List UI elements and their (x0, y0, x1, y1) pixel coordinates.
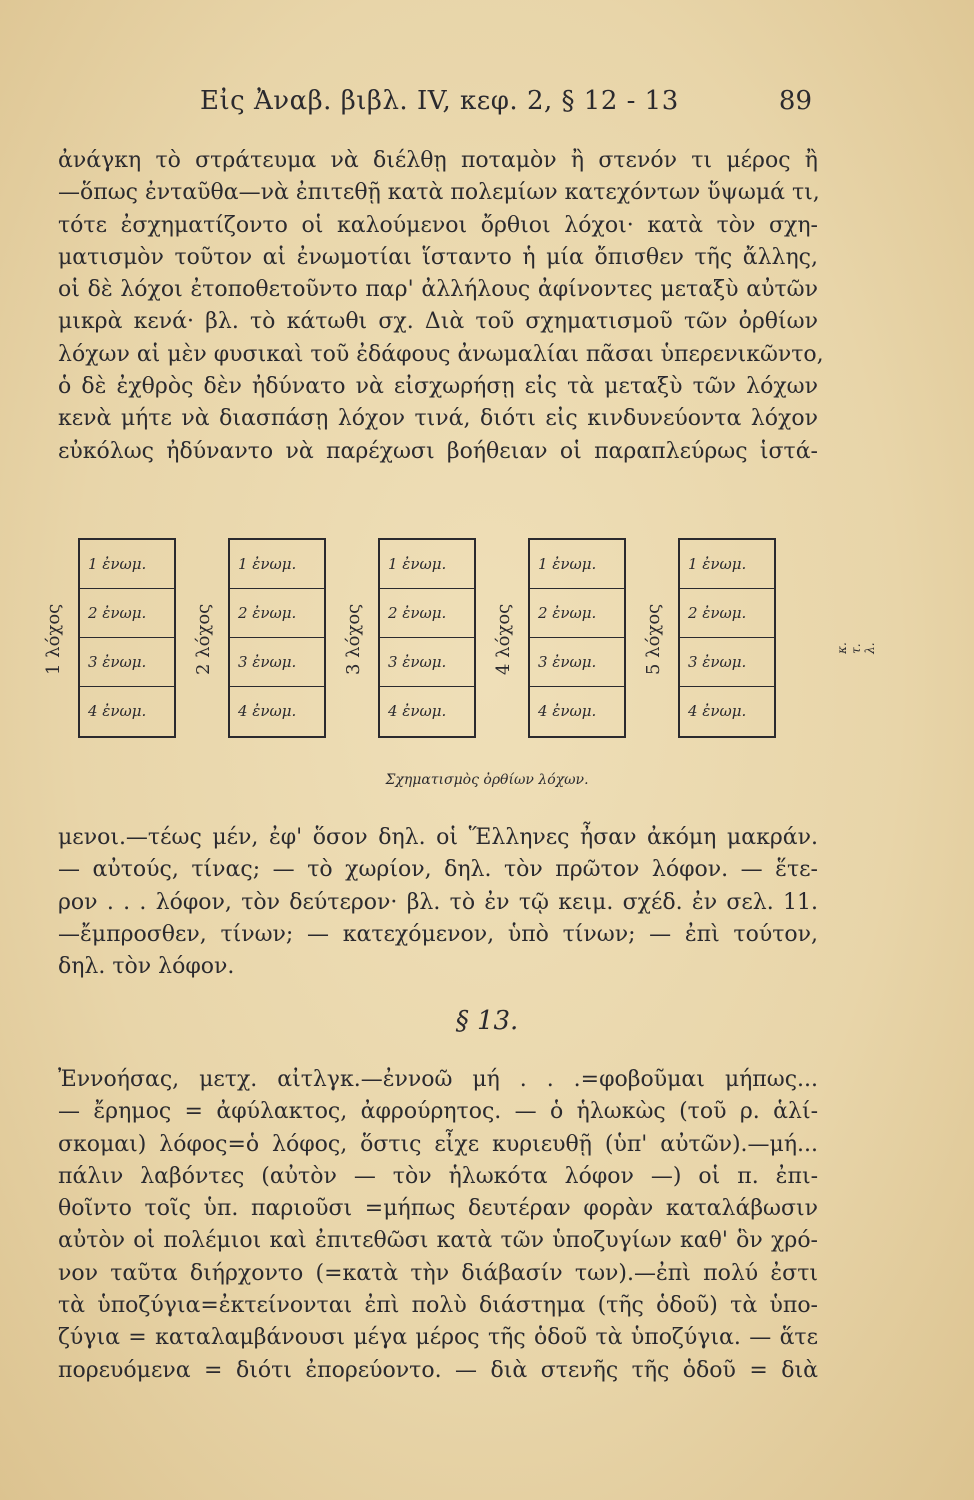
figure-caption: Σχηματισμὸς ὀρθίων λόχων. (385, 772, 589, 788)
paragraph-section-13 (58, 1064, 818, 1387)
lochos-label: 3 λόχος (343, 603, 364, 675)
text-line: νον ταῦτα διήρχοντο (=κατὰ τὴν διάβασίν των).—ἐπὶ πολύ ἐστι (58, 1260, 818, 1286)
enomotia-cell: 2 ἐνωμ. (380, 589, 474, 638)
enomotia-cell: 1 ἐνωμ. (380, 540, 474, 589)
enomotia-cell: 4 ἐνωμ. (238, 702, 297, 720)
enomotia-cell: 4 ἐνωμ. (688, 702, 747, 720)
text-line: Ἐννοήσας, μετχ. αἰτλγκ.—ἐννοῶ μή . . .=φοβοῦμαι μήπως... (58, 1067, 818, 1092)
text-line: τὰ ὑποζύγια=ἐκτείνονται ἐπὶ πολὺ διάστημα (τῆς ὁδοῦ) τὰ ὑπο- (58, 1293, 818, 1319)
text-line: πάλιν λαβόντες (αὐτὸν — τὸν ἡλωκότα λόφον —) οἱ π. ἐπι- (58, 1163, 818, 1189)
lochos-label: 2 λόχος (193, 603, 214, 675)
text-line: — αὐτούς, τίνας; — τὸ χωρίον, δηλ. τὸν πρῶτον λόφον. — ἕτε- (58, 857, 818, 883)
text-line: σκομαι) λόφος=ὁ λόφος, ὅστις εἶχε κυριευθῇ (ὑπ' αὐτῶν).—μή... (58, 1131, 818, 1157)
enomotia-cell: 3 ἐνωμ. (680, 638, 774, 687)
enomotia-cell: 1 ἐνωμ. (80, 540, 174, 589)
lochos-box (678, 538, 776, 738)
text-line: πορευόμενα = διότι ἐπορεύοντο. — διὰ στενῆς τῆς ὁδοῦ = διὰ (58, 1357, 818, 1383)
paragraph-intro (58, 145, 824, 468)
running-title: Εἰς Ἀναβ. βιβλ. IV, κεφ. 2, § 12 - 13 (200, 86, 679, 116)
text-line: ὁ δὲ ἐχθρὸς δὲν ἠδύνατο νὰ εἰσχωρήσῃ εἰς τὰ μεταξὺ τῶν λόχων (58, 374, 818, 400)
text-line: μικρὰ κενά· βλ. τὸ κάτωθι σχ. Διὰ τοῦ σχηματισμοῦ τῶν ὀρθίων (58, 309, 818, 335)
enomotia-cell: 4 ἐνωμ. (538, 702, 597, 720)
paragraph-notes (58, 822, 818, 983)
text-line: —ὅπως ἐνταῦθα—νὰ ἐπιτεθῇ κατὰ πολεμίων κατεχόντων ὕψωμά τι, (58, 180, 820, 206)
enomotia-cell: 1 ἐνωμ. (530, 540, 624, 589)
text-line: ζύγια = καταλαμβάνουσι μέγα μέρος τῆς ὁδοῦ τὰ ὑποζύγια. — ἅτε (58, 1325, 818, 1351)
text-line: ρον . . . λόφον, τὸν δεύτερον· βλ. τὸ ἐν τῷ κειμ. σχέδ. ἐν σελ. 11. (58, 889, 818, 915)
lochos-box (378, 538, 476, 738)
enomotia-cell: 2 ἐνωμ. (230, 589, 324, 638)
enomotia-cell: 2 ἐνωμ. (680, 589, 774, 638)
text-line: —ἔμπροσθεν, τίνων; — κατεχόμενον, ὑπὸ τίνων; — ἐπὶ τούτον, (58, 921, 818, 947)
text-line: ματισμὸν τοῦτον αἱ ἐνωμοτίαι ἵσταντο ἡ μία ὄπισθεν τῆς ἄλλης, (58, 244, 818, 270)
text-line: εὐκόλως ἠδύναντο νὰ παρέχωσι βοήθειαν οἱ παραπλεύρως ἱστά- (58, 438, 818, 464)
page-number: 89 (778, 86, 812, 116)
enomotia-cell: 1 ἐνωμ. (230, 540, 324, 589)
enomotia-cell: 4 ἐνωμ. (388, 702, 447, 720)
enomotia-cell: 2 ἐνωμ. (530, 589, 624, 638)
text-line: — ἔρημος = ἀφύλακτος, ἀφρούρητος. — ὁ ἡλωκὼς (τοῦ ρ. ἁλί- (58, 1099, 818, 1125)
enomotia-cell: 3 ἐνωμ. (380, 638, 474, 687)
lochos-label: 4 λόχος (493, 603, 514, 675)
formation-diagram (38, 532, 877, 747)
enomotia-cell: 3 ἐνωμ. (230, 638, 324, 687)
lochos-box (78, 538, 176, 738)
lochos-box (528, 538, 626, 738)
lochos-group (638, 532, 788, 747)
enomotia-cell: 4 ἐνωμ. (88, 702, 147, 720)
text-line: ἀνάγκη τὸ στράτευμα νὰ διέλθῃ ποταμὸν ἢ στενόν τι μέρος ἢ (58, 148, 818, 173)
text-line: δηλ. τὸν λόφον. (58, 954, 235, 980)
enomotia-cell: 3 ἐνωμ. (80, 638, 174, 687)
text-line: οἱ δὲ λόχοι ἐτοποθετοῦντο παρ' ἀλλήλους ἀφίνοντες μεταξὺ αὐτῶν (58, 277, 818, 303)
lochos-group (188, 532, 338, 747)
lochos-group (338, 532, 488, 747)
lochos-label: 1 λόχος (43, 603, 64, 675)
lochos-group (38, 532, 188, 747)
text-line: θοῖντο τοῖς ὑπ. παριοῦσι =μήπως δευτέραν φορὰν καταλάβωσιν (58, 1196, 818, 1222)
lochos-label: 5 λόχος (643, 603, 664, 675)
lochos-box (228, 538, 326, 738)
text-line: αὐτὸν οἱ πολέμιοι καὶ ἐπιτεθῶσι κατὰ τῶν ὑποζυγίων καθ' ὃν χρό- (58, 1228, 818, 1254)
text-line: λόχων αἱ μὲν φυσικαὶ τοῦ ἐδάφους ἀνωμαλίαι πᾶσαι ὑπερενικῶντο, (58, 341, 824, 367)
enomotia-cell: 2 ἐνωμ. (80, 589, 174, 638)
text-line: μενοι.—τέως μέν, ἐφ' ὅσον δηλ. οἱ Ἕλληνες ἦσαν ἀκόμη μακράν. (58, 825, 818, 850)
section-title: § 13. (455, 1006, 519, 1036)
text-line: τότε ἐσχηματίζοντο οἱ καλούμενοι ὄρθιοι λόχοι· κατὰ τὸν σχη- (58, 212, 818, 238)
lochos-group (488, 532, 638, 747)
enomotia-cell: 3 ἐνωμ. (530, 638, 624, 687)
enomotia-cell: 1 ἐνωμ. (680, 540, 774, 589)
text-line: κενὰ μήτε νὰ διασπάσῃ λόχον τινά, διότι εἰς κινδυνεύοντα λόχον (58, 406, 818, 432)
etc-mark: κ. τ. λ. (834, 642, 877, 654)
